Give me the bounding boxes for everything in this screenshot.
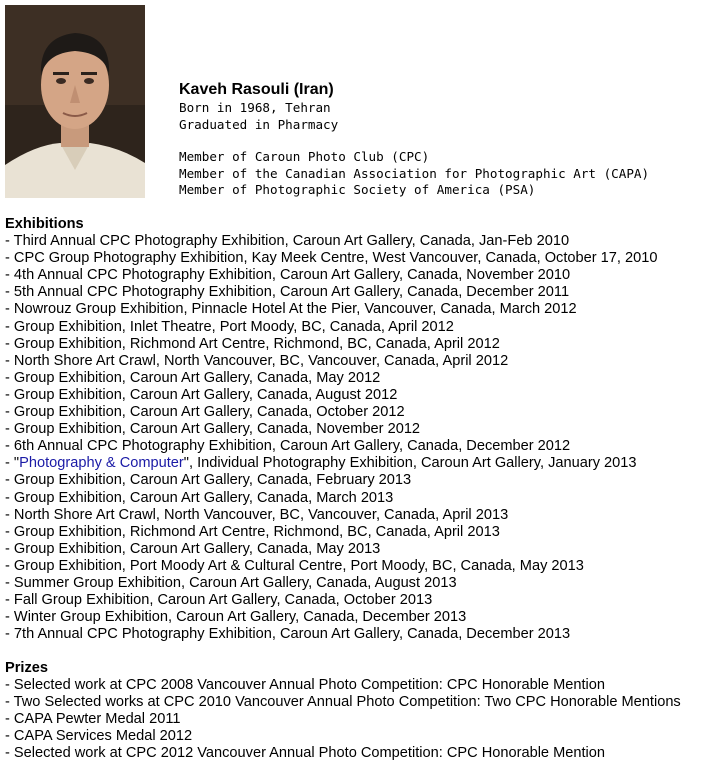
exhibition-item: - Group Exhibition, Caroun Art Gallery, Canada, March 2013 bbox=[5, 489, 394, 506]
prize-item: - Selected work at CPC 2008 Vancouver Annual Photo Competition: CPC Honorable Mention bbox=[5, 677, 606, 694]
exhibitions-section bbox=[5, 216, 657, 643]
exhibition-item: - Group Exhibition, Caroun Art Gallery, Canada, October 2012 bbox=[5, 404, 405, 421]
prizes-section bbox=[5, 660, 681, 763]
exhibition-item: - 7th Annual CPC Photography Exhibition, Caroun Art Gallery, Canada, December 2013 bbox=[5, 626, 571, 643]
portrait-photo bbox=[5, 5, 145, 198]
link-suffix: ", Individual Photography Exhibition, Caroun Art Gallery, January 2013 bbox=[183, 455, 637, 472]
exhibition-item: - North Shore Art Crawl, North Vancouver, BC, Vancouver, Canada, April 2013 bbox=[5, 506, 509, 523]
prizes-heading: Prizes bbox=[5, 660, 48, 676]
prize-item: - Selected work at CPC 2012 Vancouver Annual Photo Competition: CPC Honorable Mention bbox=[5, 745, 606, 762]
link-prefix: - " bbox=[5, 455, 20, 472]
prize-item: - CAPA Pewter Medal 2011 bbox=[5, 711, 181, 728]
exhibition-item: - Fall Group Exhibition, Caroun Art Gallery, Canada, October 2013 bbox=[5, 592, 433, 609]
prize-item: - CAPA Services Medal 2012 bbox=[5, 728, 193, 745]
exhibition-item: - Summer Group Exhibition, Caroun Art Gallery, Canada, August 2013 bbox=[5, 574, 457, 591]
exhibition-item: - Group Exhibition, Caroun Art Gallery, Canada, May 2013 bbox=[5, 540, 381, 557]
exhibition-item: - Third Annual CPC Photography Exhibition, Caroun Art Gallery, Canada, Jan-Feb 2010 bbox=[5, 233, 570, 250]
membership-capa: Member of the Canadian Association for Photographic Art (CAPA) bbox=[179, 165, 650, 181]
exhibition-item: - 5th Annual CPC Photography Exhibition, Caroun Art Gallery, Canada, December 2011 bbox=[5, 284, 570, 301]
exhibition-item: - Nowrouz Group Exhibition, Pinnacle Hotel At the Pier, Vancouver, Canada, March 2012 bbox=[5, 301, 577, 318]
exhibition-item: - 4th Annual CPC Photography Exhibition, Caroun Art Gallery, Canada, November 2010 bbox=[5, 267, 571, 284]
birth-info: Born in 1968, Tehran bbox=[179, 100, 331, 115]
prize-item: - Two Selected works at CPC 2010 Vancouver Annual Photo Competition: Two CPC Honorable Mentions bbox=[5, 694, 681, 711]
exhibition-item: - Group Exhibition, Richmond Art Centre, Richmond, BC, Canada, April 2012 bbox=[5, 335, 500, 352]
exhibition-item-individual bbox=[5, 455, 657, 472]
exhibition-item: - Group Exhibition, Caroun Art Gallery, Canada, February 2013 bbox=[5, 472, 412, 489]
photography-computer-link[interactable]: Photography & Computer bbox=[19, 455, 184, 472]
exhibition-item: - North Shore Art Crawl, North Vancouver, BC, Vancouver, Canada, April 2012 bbox=[5, 352, 509, 369]
bio-block bbox=[179, 80, 649, 199]
artist-name: Kaveh Rasouli (Iran) bbox=[179, 81, 334, 98]
membership-psa: Member of Photographic Society of America (PSA) bbox=[179, 182, 536, 197]
exhibition-item: - Winter Group Exhibition, Caroun Art Gallery, Canada, December 2013 bbox=[5, 609, 467, 626]
exhibition-item: - Group Exhibition, Inlet Theatre, Port Moody, BC, Canada, April 2012 bbox=[5, 318, 454, 335]
exhibition-item: - CPC Group Photography Exhibition, Kay Meek Centre, West Vancouver, Canada, October 17, 2010 bbox=[5, 250, 658, 267]
exhibition-item: - 6th Annual CPC Photography Exhibition, Caroun Art Gallery, Canada, December 2012 bbox=[5, 438, 571, 455]
membership-cpc: Member of Caroun Photo Club (CPC) bbox=[179, 149, 430, 164]
education-info: Graduated in Pharmacy bbox=[179, 116, 339, 132]
exhibition-item: - Group Exhibition, Caroun Art Gallery, Canada, November 2012 bbox=[5, 421, 421, 438]
exhibition-item: - Group Exhibition, Richmond Art Centre, Richmond, BC, Canada, April 2013 bbox=[5, 523, 500, 540]
exhibition-item: - Group Exhibition, Port Moody Art & Cultural Centre, Port Moody, BC, Canada, May 2013 bbox=[5, 557, 584, 574]
exhibitions-heading: Exhibitions bbox=[5, 216, 84, 232]
exhibition-item: - Group Exhibition, Caroun Art Gallery, Canada, May 2012 bbox=[5, 369, 381, 386]
exhibition-item: - Group Exhibition, Caroun Art Gallery, Canada, August 2012 bbox=[5, 386, 398, 403]
